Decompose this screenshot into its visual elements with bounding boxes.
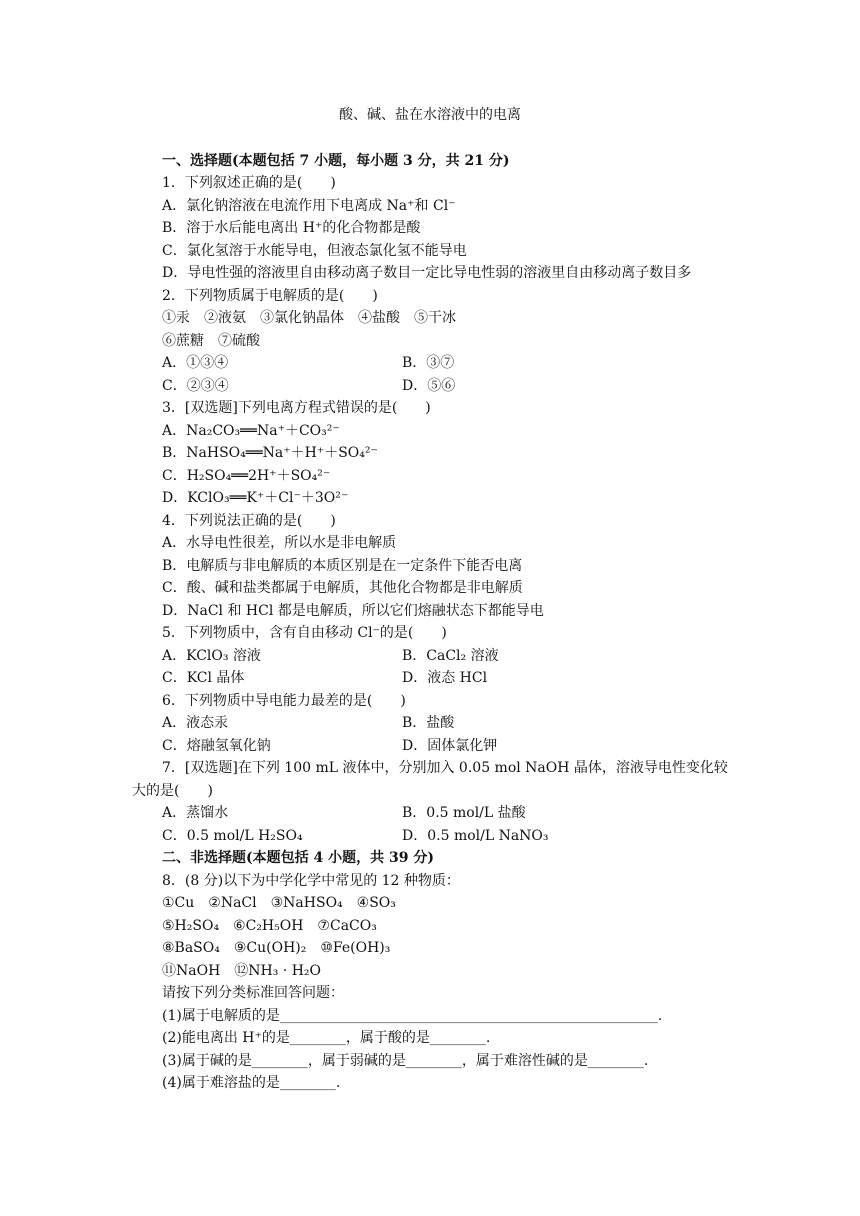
q8-part-1: (1)属于电解质的是______________________________________________________. xyxy=(162,1008,663,1024)
q6-options-ab xyxy=(162,712,762,735)
section-heading-nonchoice: 二、非选择题(本题包括 4 小题，共 39 分) xyxy=(162,850,434,866)
q4-option-a: A．水导电性很差，所以水是非电解质 xyxy=(162,535,397,551)
q3-option-c: C．H₂SO₄══2H⁺＋SO₄²⁻ xyxy=(162,468,331,484)
q2-option-c: C．②③④ xyxy=(162,378,229,394)
q5-options-ab xyxy=(162,645,762,668)
q5-option-d: D．液态 HCl xyxy=(402,670,488,686)
q8-part-3: (3)属于碱的是________，属于弱碱的是________，属于难溶性碱的是________. xyxy=(162,1053,649,1069)
q2-options-ab xyxy=(162,352,762,375)
q7-option-c: C．0.5 mol/L H₂SO₄ xyxy=(162,828,303,844)
q4-stem: 4．下列说法正确的是( ) xyxy=(162,513,336,529)
q7-stem: 7．[双选题]在下列 100 mL 液体中，分别加入 0.05 mol NaOH 晶体，溶液导电性变化较 xyxy=(162,760,728,776)
q2-items-1: ①汞 ②液氨 ③氯化钠晶体 ④盐酸 ⑤干冰 xyxy=(162,310,456,326)
q3-option-d: D．KClO₃══K⁺＋Cl⁻＋3O²⁻ xyxy=(162,490,349,506)
q6-option-a: A．液态汞 xyxy=(162,715,229,731)
q6-options-cd xyxy=(162,735,762,758)
q3-option-a: A．Na₂CO₃══Na⁺＋CO₃²⁻ xyxy=(162,423,340,439)
q4-option-b: B．电解质与非电解质的本质区别是在一定条件下能否电离 xyxy=(162,558,523,574)
q7-option-a: A．蒸馏水 xyxy=(162,805,229,821)
q2-stem: 2．下列物质属于电解质的是( ) xyxy=(162,288,378,304)
q6-option-b: B．盐酸 xyxy=(402,715,455,731)
q8-part-2: (2)能电离出 H⁺的是________，属于酸的是________. xyxy=(162,1030,491,1046)
q5-option-a: A．KClO₃ 溶液 xyxy=(162,648,261,664)
q1-option-b: B．溶于水后能电离出 H⁺的化合物都是酸 xyxy=(162,220,421,236)
q3-option-b: B．NaHSO₄══Na⁺＋H⁺＋SO₄²⁻ xyxy=(162,445,378,461)
q4-option-d: D．NaCl 和 HCl 都是电解质，所以它们熔融状态下都能导电 xyxy=(162,603,544,619)
q5-stem: 5．下列物质中，含有自由移动 Cl⁻的是( ) xyxy=(162,625,447,641)
q8-stem: 8．(8 分)以下为中学化学中常见的 12 种物质： xyxy=(162,873,460,889)
q2-options-cd xyxy=(162,375,762,398)
q5-options-cd xyxy=(162,667,762,690)
q4-option-c: C．酸、碱和盐类都属于电解质，其他化合物都是非电解质 xyxy=(162,580,523,596)
q2-option-b: B．③⑦ xyxy=(402,355,455,371)
q6-option-c: C．熔融氢氧化钠 xyxy=(162,738,271,754)
q8-list-3: ⑧BaSO₄ ⑨Cu(OH)₂ ⑩Fe(OH)₃ xyxy=(162,940,391,956)
q1-stem: 1．下列叙述正确的是( ) xyxy=(162,175,336,191)
q1-option-d: D．导电性强的溶液里自由移动离子数目一定比导电性弱的溶液里自由移动离子数目多 xyxy=(162,265,692,281)
q2-option-d: D．⑤⑥ xyxy=(402,378,456,394)
q2-option-a: A．①③④ xyxy=(162,355,229,371)
q8-list-1: ①Cu ②NaCl ③NaHSO₄ ④SO₃ xyxy=(162,895,396,911)
q7-option-b: B．0.5 mol/L 盐酸 xyxy=(402,805,526,821)
q5-option-b: B．CaCl₂ 溶液 xyxy=(402,648,499,664)
q6-stem: 6．下列物质中导电能力最差的是( ) xyxy=(162,693,406,709)
q7-stem-cont: 大的是( ) xyxy=(132,783,213,799)
q1-option-a: A．氯化钠溶液在电流作用下电离成 Na⁺和 Cl⁻ xyxy=(162,198,456,214)
section-heading-choice: 一、选择题(本题包括 7 小题，每小题 3 分，共 21 分) xyxy=(162,153,510,169)
q7-options-ab xyxy=(162,802,762,825)
page-title: 酸、碱、盐在水溶液中的电离 xyxy=(339,107,521,123)
q8-part-4: (4)属于难溶盐的是________. xyxy=(162,1075,341,1091)
q7-options-cd xyxy=(162,825,762,848)
q5-option-c: C．KCl 晶体 xyxy=(162,670,245,686)
q8-list-4: ⑪NaOH ⑫NH₃ · H₂O xyxy=(162,963,322,979)
q8-instruction: 请按下列分类标准回答问题： xyxy=(162,985,344,1001)
q7-option-d: D．0.5 mol/L NaNO₃ xyxy=(402,828,549,844)
q2-items-2: ⑥蔗糖 ⑦硫酸 xyxy=(162,333,260,349)
q1-option-c: C．氯化氢溶于水能导电，但液态氯化氢不能导电 xyxy=(162,243,467,259)
q3-stem: 3．[双选题]下列电离方程式错误的是( ) xyxy=(162,400,431,416)
q6-option-d: D．固体氯化钾 xyxy=(402,738,498,754)
q8-list-2: ⑤H₂SO₄ ⑥C₂H₅OH ⑦CaCO₃ xyxy=(162,918,377,934)
